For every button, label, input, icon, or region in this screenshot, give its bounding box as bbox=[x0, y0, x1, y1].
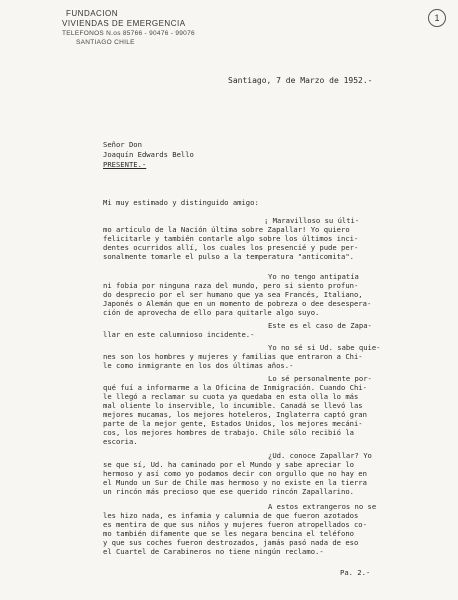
body-line: hermoso y así como yo podamos decir con orgullo que no hay en bbox=[103, 469, 367, 478]
body-line: dentes ocurridos allí, los cuales los presencié y pude per- bbox=[103, 243, 359, 252]
body-line: ¿Ud. conoce Zapallar? Yo bbox=[268, 451, 372, 460]
body-line: cos, los mejores hombres de trabajo. Chile sólo recibió la bbox=[103, 428, 354, 437]
body-line: mo artículo de la Nación última sobre Zapallar! Yo quiero bbox=[103, 225, 350, 234]
body-line: parte de la mejor gente, Estados Unidos, los mejores mecáni- bbox=[103, 419, 363, 428]
body-line: un rincón más precioso que ese querido rincón Zapallarino. bbox=[103, 487, 354, 496]
letterhead-line2: VIVIENDAS DE EMERGENCIA bbox=[62, 19, 186, 28]
body-line: sonalmente tomarle el pulso a la temperatura "anticomita". bbox=[103, 252, 354, 261]
body-line: do desprecio por el ser humano que ya sea Francés, Italiano, bbox=[103, 290, 363, 299]
body-line: mejores mucamas, los mejores hoteleros, Inglaterra captó gran bbox=[103, 410, 367, 419]
body-line: ción de aprovecha de ello para quitarle algo suyo. bbox=[103, 308, 320, 317]
recipient-title: Señor Don bbox=[103, 140, 142, 149]
letterhead-phones: TELEFONOS N.os 85766 - 90476 - 99076 bbox=[62, 30, 195, 37]
letter-date: Santiago, 7 de Marzo de 1952.- bbox=[228, 76, 373, 85]
body-line: mo también difamente que se les negara bencina el teléfono bbox=[103, 529, 354, 538]
body-line: Japonés o Alemán que en un momento de pobreza o dee desespera- bbox=[103, 299, 372, 308]
letterhead-city: SANTIAGO CHILE bbox=[76, 39, 135, 46]
greeting: Mi muy estimado y distinguido amigo: bbox=[103, 198, 259, 207]
body-line: felicitarle y también contarle algo sobre los últimos inci- bbox=[103, 234, 359, 243]
body-line: y que sus coches fueron destrozados, jamás pasó nada de eso bbox=[103, 538, 359, 547]
body-line: le como inmigrante en los dos últimas años.- bbox=[103, 361, 294, 370]
body-line: el Mundo un Sur de Chile mas hermoso y no existe en la tierra bbox=[103, 478, 367, 487]
body-line: nes son los hombres y mujeres y familias que entraron a Chi- bbox=[103, 352, 363, 361]
body-line: Lo sé personalmente por- bbox=[268, 374, 372, 383]
recipient-location: PRESENTE.- bbox=[103, 160, 147, 169]
body-line: es mentira de que sus niños y mujeres fueron atropellados co- bbox=[103, 520, 367, 529]
body-line: ¡ Maravilloso su últi- bbox=[264, 216, 360, 225]
recipient-name: Joaquín Edwards Bello bbox=[103, 150, 194, 159]
body-line: Este es el caso de Zapa- bbox=[268, 321, 372, 330]
body-line: Yo no sé si Ud. sabe quie- bbox=[268, 343, 381, 352]
body-line: llar en este calumnioso incidente.- bbox=[103, 330, 255, 339]
page-number: 1 bbox=[428, 9, 446, 27]
body-line: Yo no tengo antipatía bbox=[268, 272, 359, 281]
body-line: le llegó a reclamar su cuota ya quedaba en esta olla lo más bbox=[103, 392, 359, 401]
body-line: qué fuí a informarme a la Oficina de Inmigración. Cuando Chi- bbox=[103, 383, 367, 392]
body-line: el Cuartel de Carabineros no tiene ningún reclamo.- bbox=[103, 547, 324, 556]
body-line: A estos extrangeros no se bbox=[268, 502, 377, 511]
body-line: se que sí, Ud. ha caminado por el Mundo y sabe apreciar lo bbox=[103, 460, 354, 469]
body-line: ni fobia por ninguna raza del mundo, pero si siento profun- bbox=[103, 281, 359, 290]
body-line: escoria. bbox=[103, 437, 138, 446]
page-continuation: Pa. 2.- bbox=[340, 568, 371, 577]
body-line: mal oliente lo inservible, lo incumible. Canadá se llevó las bbox=[103, 401, 363, 410]
body-line: les hizo nada, es infamia y calumnia de que fueron azotados bbox=[103, 511, 359, 520]
letterhead-line1: FUNDACION bbox=[66, 9, 119, 18]
